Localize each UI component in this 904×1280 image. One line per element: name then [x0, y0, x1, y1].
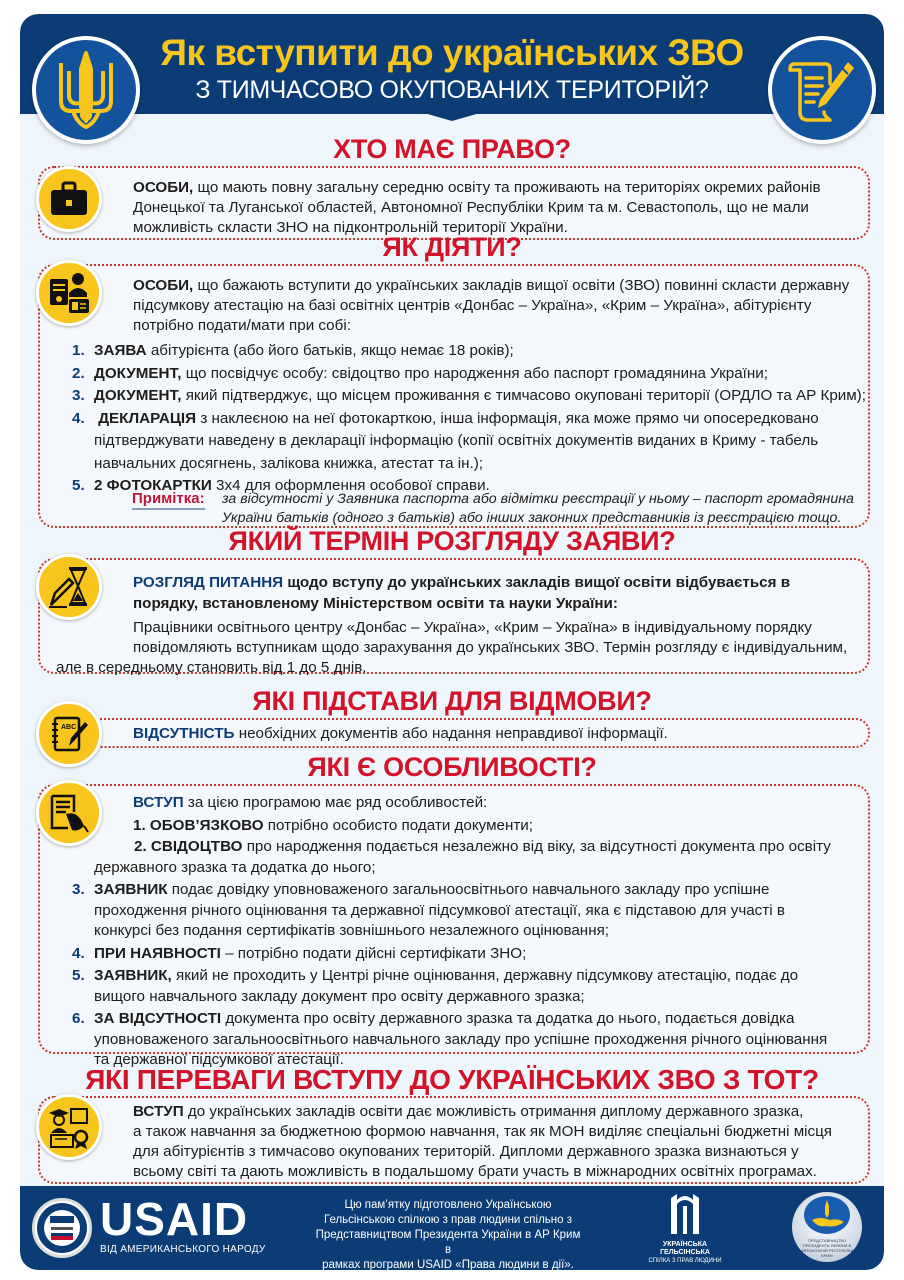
icon-badge-term	[36, 554, 102, 620]
list-item: 5. ЗАЯВНИК, який не проходить у Центрі річне оцінювання, державну підсумкову атестацію, подає до вищого навчального закладу документ про освіту державного зразка;	[72, 967, 799, 1005]
section-term-body: Працівники освітнього центру «Донбас – Україна», «Крим – Україна» в індивідуальному порядку повідомляють вступникам щодо зарахування до українських ЗВО. Термін розгляду є індивідуальним, але в середньому становить від 1 до 5 днів.	[56, 619, 848, 676]
usaid-seal-logo	[32, 1198, 92, 1258]
footer	[20, 1186, 884, 1270]
list-item: 1. ЗАЯВА абітурієнта (або його батьків, якщо немає 18 років);	[72, 342, 514, 359]
list-item: 3. ДОКУМЕНТ, який підтверджує, що місцем проживання є тимчасово окуповані території (ОРДЛО та АР Крим);	[72, 387, 866, 404]
section-how-intro: ОСОБИ, що бажають вступити до українських закладів вищої освіти (ЗВО) повинні скласти державну підсумкову атестацію на базі освітніх центрів «Донбас – Україна», «Крим – Україна», абітурієнту потрібно подати/мати при собі:	[133, 277, 850, 334]
uhhru-emblem-icon	[665, 1192, 705, 1236]
section-benefits-text: ВСТУП до українських закладів освіти дає можливість отримання диплому державного зразка, а також навчання за бюджетною формою навчання, так як МОН виділяє спеціальні бюджетні місця для абітурієнтів з тимчасово окупованих територій. Дипломи державного зразка визнаються у всьому світі та дають можливість в подальшому брати участь в міжнародних освітніх програмах.	[133, 1103, 833, 1180]
note-label: Примітка:	[132, 490, 205, 510]
usaid-tagline: ВІД АМЕРИКАНСЬКОГО НАРОДУ	[100, 1244, 266, 1255]
section-how-list	[72, 340, 872, 498]
trident-emblem	[32, 36, 140, 144]
document-quill-icon	[48, 792, 90, 834]
documents-person-icon	[47, 271, 91, 315]
header-banner	[20, 14, 884, 114]
section-term-lead: РОЗГЛЯД ПИТАННЯ щодо вступу до українських закладів вищої освіти відбувається в порядку, встановленому Міністерством освіти та науки України:	[133, 574, 791, 612]
list-item: 5. 2 ФОТОКАРТКИ 3х4 для оформлення особової справи.	[72, 477, 490, 494]
list-item: 4. ДЕКЛАРАЦІЯ з наклеєною на неї фотокарткою, інша інформація, яка може прямо чи опосередковано підтверджувати наведену в декларації інформацію (копії освітніх документів виданих в Криму - табель навчальних досягнень, залікова книжка, атестат та ін.);	[72, 409, 819, 472]
section-title-features: ЯКІ Є ОСОБЛИВОСТІ?	[307, 752, 597, 782]
briefcase-icon	[49, 181, 89, 217]
list-item: 1. ОБОВ’ЯЗКОВО потрібно особисто подати документи;	[133, 816, 533, 834]
section-title-who: ХТО МАЄ ПРАВО?	[333, 134, 571, 164]
lead-bold: ОСОБИ,	[133, 179, 194, 196]
icon-badge-benefits	[36, 1094, 102, 1160]
hourglass-pencil-icon	[47, 565, 91, 609]
page-title: Як вступити до українських ЗВО	[160, 32, 744, 73]
credit-text: Цю пам’ятку підготовлено Українською Гельсінською спілкою з прав людини спільно з Представництвом Президента України в АР Крим в рамках програми USAID «Права людини в дії».	[315, 1199, 581, 1270]
header-notch	[20, 109, 884, 123]
presidential-representation-logo: ПРЕДСТАВНИЦТВО ПРЕЗИДЕНТА УКРАЇНИ В АВТОНОМНІЙ РЕСПУБЛІЦІ КРИМ	[792, 1192, 862, 1262]
trident-icon	[55, 49, 117, 131]
section-who-text: ОСОБИ, що мають повну загальну середню освіту та проживають на територіях окремих районів Донецької та Луганської областей, Автономної Республіки Крим та м. Севастополь, що не мали можливість скласти ЗНО на підконтрольній території України.	[133, 179, 821, 236]
section-title-refusal: ЯКІ ПІДСТАВИ ДЛЯ ВІДМОВИ?	[252, 686, 652, 716]
uhhru-logo: УКРАЇНСЬКА ГЕЛЬСІНСЬКА СПІЛКА З ПРАВ ЛЮДИНИ	[640, 1192, 730, 1265]
section-features-head: ВСТУП за цією програмою має ряд особливостей: 1. ОБОВ’ЯЗКОВО потрібно особисто подати документи;	[133, 792, 873, 837]
icon-badge-how	[36, 260, 102, 326]
section-title-benefits: ЯКІ ПЕРЕВАГИ ВСТУПУ ДО УКРАЇНСЬКИХ ЗВО З ТОТ?	[85, 1064, 819, 1095]
graduate-diploma-icon	[47, 1105, 91, 1149]
icon-badge-who	[36, 166, 102, 232]
usaid-seal-icon	[35, 1201, 89, 1255]
list-item: 4. ПРИ НАЯВНОСТІ – потрібно подати дійсні сертифікати ЗНО;	[72, 944, 527, 962]
scroll-pen-icon	[786, 54, 858, 126]
scroll-pen-emblem	[768, 36, 876, 144]
note-text: за відсутності у Заявника паспорта або відмітки реєстрації у ньому – паспорт громадянина України батьків (одного з батьків) або інших законних представників із реєстрацією тощо.	[222, 491, 854, 526]
list-item: 6. ЗА ВІДСУТНОСТІ документа про освіту державного зразка та додатка до нього, подається довідка уповноваженого загальноосвітнього навчального закладу про успішне проходження річного оцінювання та державної підсумкової атестації.	[72, 1010, 828, 1068]
page-subtitle: З ТИМЧАСОВО ОКУПОВАНИХ ТЕРИТОРІЙ?	[195, 76, 709, 104]
list-item: 2. ДОКУМЕНТ, що посвідчує особу: свідоцтво про народження або паспорт громадянина України;	[72, 364, 768, 382]
infographic-page	[20, 14, 884, 1270]
section-features-list	[72, 837, 872, 1071]
list-item: 3. ЗАЯВНИК подає довідку уповноваженого загальноосвітнього навчального закладу про успішне проходження річного оцінювання та державної підсумкової атестації, яка є підставою для участі в конкурсі без подання сертифікатів зовнішнього незалежного оцінювання;	[72, 881, 785, 939]
list-item: 2. СВІДОЦТВО про народження подається незалежно від віку, за відсутності документа про освіту державного зразка та додатка до нього;	[94, 838, 831, 876]
svg-text:ABC: ABC	[61, 724, 77, 731]
section-refusal-text: ВІДСУТНІСТЬ необхідних документів або надання неправдивої інформації.	[133, 725, 668, 742]
section-title-term: ЯКИЙ ТЕРМІН РОЗГЛЯДУ ЗАЯВИ?	[228, 526, 676, 556]
usaid-wordmark: USAID	[100, 1193, 249, 1245]
section-title-how: ЯК ДІЯТИ?	[382, 232, 522, 262]
notebook-abc-icon	[49, 714, 89, 754]
crimea-map-icon	[804, 1196, 850, 1234]
